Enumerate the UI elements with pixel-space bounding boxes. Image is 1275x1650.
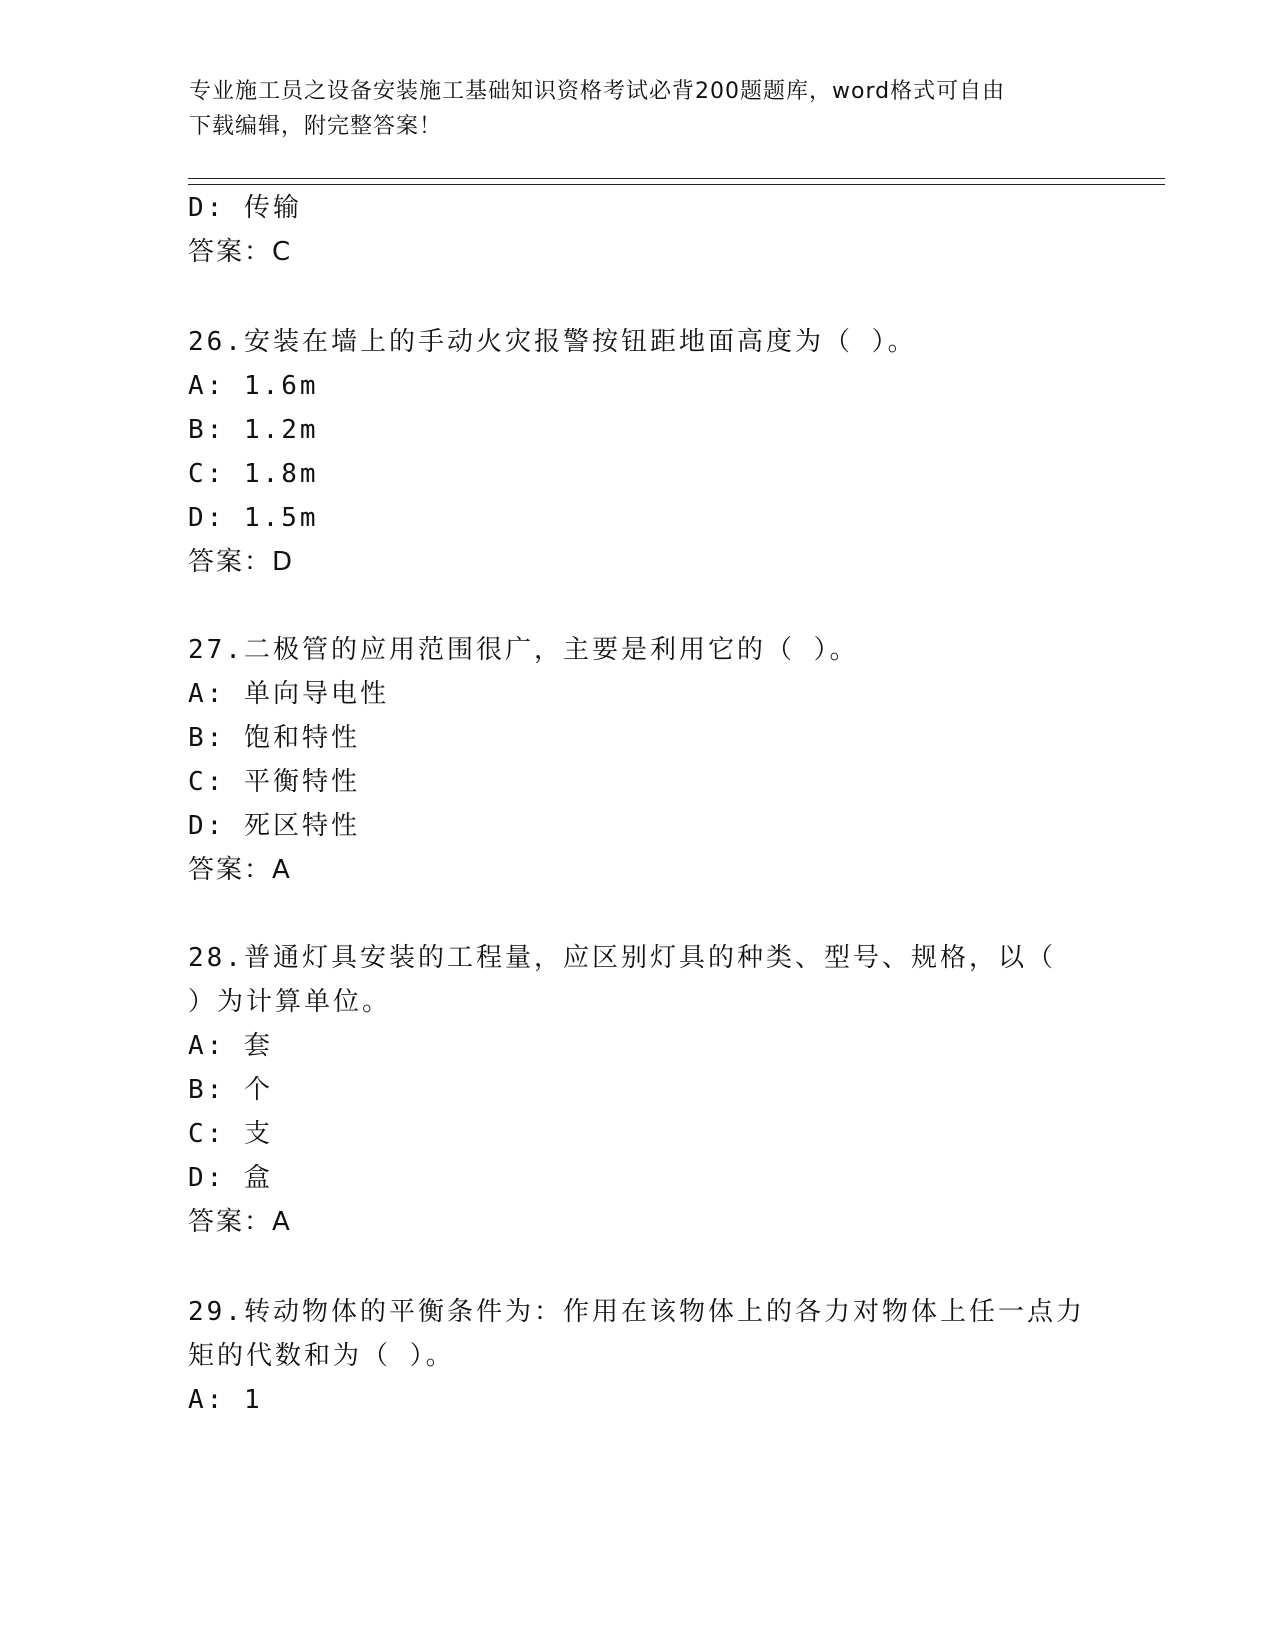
q26-option-a: A: 1.6m — [188, 371, 319, 401]
q28-option-a: A: 套 — [188, 1031, 273, 1061]
answer-text: 答案：C — [188, 237, 293, 267]
q26-option-c: C: 1.8m — [188, 459, 319, 489]
q27-option-a: A: 单向导电性 — [188, 679, 389, 709]
question-26: 26.安装在墙上的手动火灾报警按钮距地面高度为（ ）。 — [188, 327, 917, 357]
q27-option-b: B: 饱和特性 — [188, 723, 360, 753]
option-d: D: 传输 — [188, 193, 302, 223]
question-29-line-1: 29.转动物体的平衡条件为：作用在该物体上的各力对物体上任一点力 — [188, 1297, 1085, 1327]
header-divider-bottom — [188, 184, 1165, 185]
header-divider-top — [188, 178, 1165, 179]
question-29-line-2: 矩的代数和为（ ）。 — [188, 1341, 455, 1371]
q28-option-b: B: 个 — [188, 1075, 273, 1105]
q26-option-b: B: 1.2m — [188, 415, 319, 445]
header-line-2: 下载编辑，附完整答案！ — [189, 114, 443, 139]
question-27: 27.二极管的应用范围很广，主要是利用它的（ ）。 — [188, 635, 859, 665]
question-28-line-2: ）为计算单位。 — [188, 987, 392, 1017]
q27-option-c: C: 平衡特性 — [188, 767, 360, 797]
q27-answer: 答案：A — [188, 855, 292, 885]
document-header — [189, 74, 1089, 144]
q28-option-c: C: 支 — [188, 1119, 273, 1149]
header-line-1: 专业施工员之设备安装施工基础知识资格考试必背200题题库，word格式可自由 — [189, 79, 1006, 104]
question-28-line-1: 28.普通灯具安装的工程量，应区别灯具的种类、型号、规格，以（ — [188, 943, 1056, 973]
q28-answer: 答案：A — [188, 1207, 292, 1237]
q26-option-d: D: 1.5m — [188, 503, 319, 533]
q28-option-d: D: 盒 — [188, 1163, 273, 1193]
q26-answer: 答案：D — [188, 547, 295, 577]
q29-option-a: A: 1 — [188, 1385, 263, 1415]
q27-option-d: D: 死区特性 — [188, 811, 360, 841]
